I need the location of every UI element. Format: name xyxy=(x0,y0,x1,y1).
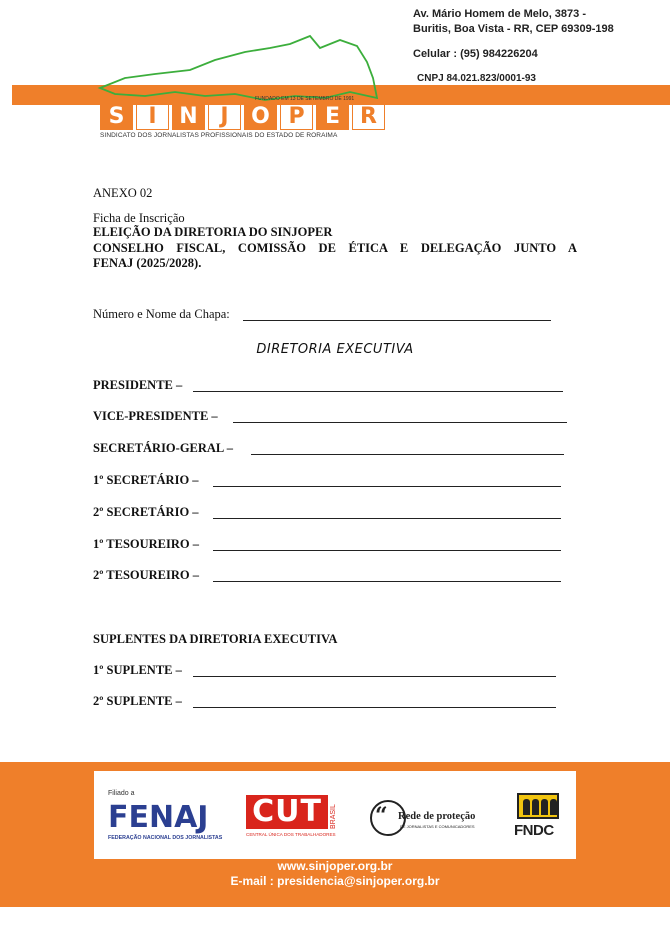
roraima-map-outline-icon xyxy=(95,30,385,105)
secretary-general-label: SECRETÁRIO-GERAL – xyxy=(93,441,233,455)
rede-protecao-logo xyxy=(370,800,480,838)
rede-subtitle: DE JORNALISTAS E COMUNICADORES xyxy=(400,824,475,829)
website-link[interactable]: www.sinjoper.org.br xyxy=(277,859,393,873)
address-line-1: Av. Mário Homem de Melo, 3873 - xyxy=(413,8,586,20)
executive-board-heading: DIRETORIA EXECUTIVA xyxy=(256,342,414,357)
header-address-block xyxy=(413,7,663,84)
cut-subtitle: CENTRAL ÚNICA DOS TRABALHADORES xyxy=(246,832,336,837)
second-alternate-label: 2º SUPLENTE – xyxy=(93,694,182,708)
logo-letter: N xyxy=(172,104,205,130)
vice-president-field[interactable] xyxy=(233,422,567,423)
address-line-2: Buritis, Boa Vista - RR, CEP 69309-198 xyxy=(413,23,614,35)
vice-president-label: VICE-PRESIDENTE – xyxy=(93,409,218,423)
fndc-people-icon xyxy=(517,793,559,819)
slate-name-label: Número e Nome da Chapa: xyxy=(93,307,230,321)
second-secretary-label: 2º SECRETÁRIO – xyxy=(93,505,199,519)
first-alternate-label: 1º SUPLENTE – xyxy=(93,663,182,677)
first-treasurer-field[interactable] xyxy=(213,550,561,551)
fndc-logo xyxy=(514,793,566,843)
title-line-2: CONSELHO FISCAL, COMISSÃO DE ÉTICA E DELEGAÇÃO JUNTO A xyxy=(93,241,577,255)
rede-wordmark: Rede de proteção xyxy=(398,811,476,822)
alternates-heading: SUPLENTES DA DIRETORIA EXECUTIVA xyxy=(93,632,338,646)
second-treasurer-field[interactable] xyxy=(213,581,561,582)
logo-letter: P xyxy=(280,104,313,130)
logo-letter: I xyxy=(136,104,169,130)
cut-logo xyxy=(246,795,338,839)
form-label: Ficha de Inscrição xyxy=(93,211,185,225)
president-field[interactable] xyxy=(193,391,563,392)
phone-number: Celular : (95) 984226204 xyxy=(413,48,538,60)
cut-wordmark: CUT xyxy=(246,795,328,829)
title-line-1: ELEIÇÃO DA DIRETORIA DO SINJOPER xyxy=(93,225,333,239)
secretary-general-field[interactable] xyxy=(251,454,564,455)
logo-letter: S xyxy=(100,104,133,130)
logo-subtitle: SINDICATO DOS JORNALISTAS PROFISSIONAIS DO ESTADO DE RORAIMA xyxy=(100,132,338,139)
logo-founded-text: FUNDADO EM 13 DE SETEMBRO DE 1991 xyxy=(255,96,355,102)
first-secretary-label: 1º SECRETÁRIO – xyxy=(93,473,199,487)
logo-letter: R xyxy=(352,104,385,130)
cut-brasil-text: BRASIL xyxy=(330,804,337,829)
title-line-3: FENAJ (2025/2028). xyxy=(93,256,202,270)
cnpj-number: CNPJ 84.021.823/0001-93 xyxy=(417,73,536,84)
second-secretary-field[interactable] xyxy=(213,518,561,519)
fndc-wordmark: FNDC xyxy=(514,822,554,839)
first-alternate-field[interactable] xyxy=(193,676,556,677)
logo-letter: J xyxy=(208,104,241,130)
first-secretary-field[interactable] xyxy=(213,486,561,487)
president-label: PRESIDENTE – xyxy=(93,378,183,392)
first-treasurer-label: 1º TESOUREIRO – xyxy=(93,537,200,551)
logo-letter: O xyxy=(244,104,277,130)
annex-number: ANEXO 02 xyxy=(93,186,153,200)
slate-name-field[interactable] xyxy=(243,320,551,321)
logo-letter: E xyxy=(316,104,349,130)
sinjoper-logo xyxy=(100,96,393,142)
fenaj-wordmark: FENAJ xyxy=(108,800,209,835)
second-treasurer-label: 2º TESOUREIRO – xyxy=(93,568,200,582)
second-alternate-field[interactable] xyxy=(193,707,556,708)
fenaj-affiliated-text: Filiado a xyxy=(108,790,135,797)
fenaj-subtitle: FEDERAÇÃO NACIONAL DOS JORNALISTAS xyxy=(108,835,223,841)
logo-letters xyxy=(100,104,385,130)
quote-mark-icon: “ xyxy=(375,803,388,829)
email-link[interactable]: E-mail : presidencia@sinjoper.org.br xyxy=(230,874,440,888)
